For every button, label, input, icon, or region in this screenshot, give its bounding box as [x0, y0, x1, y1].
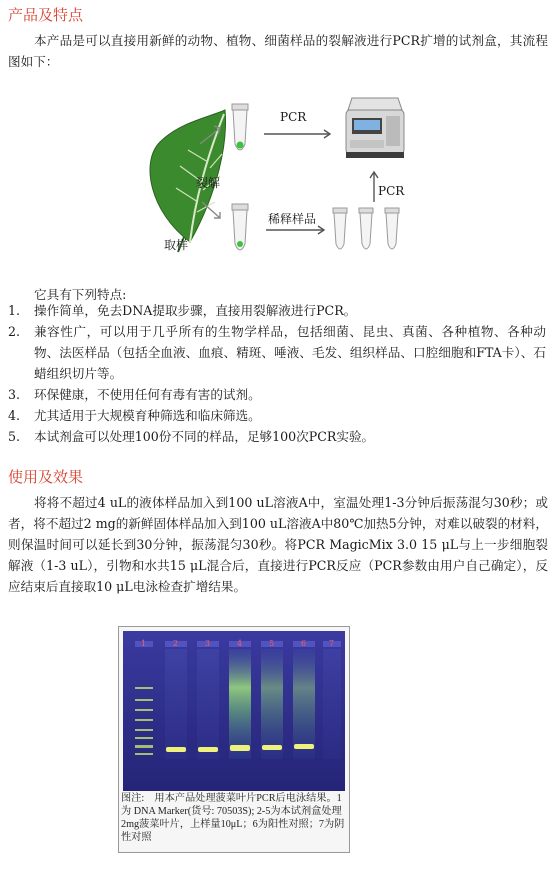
gel-caption: 图注: 用本产品处理菠菜叶片PCR后电泳结果。1为 DNA Marker(货号: 70503S); 2-5为本试剂盒处理2mg菠菜叶片，上样量10μL；6为阳性对照；7为阴性对照 — [121, 793, 345, 843]
lane-label: 4 — [237, 639, 243, 648]
lane-label: 1 — [141, 639, 147, 648]
lane-label: 3 — [205, 639, 211, 648]
pcr-machine-icon — [346, 98, 404, 158]
feature-number: 4. — [8, 408, 21, 423]
lane-label: 7 — [329, 639, 335, 648]
feature-text: 尤其适用于大规模育种筛选和临床筛选。 — [34, 408, 261, 423]
feature-text: 本试剂盒可以处理100份不同的样品，足够100次PCR实验。 — [34, 429, 375, 444]
feature-text: 操作简单，免去DNA提取步骤，直接用裂解液进行PCR。 — [34, 303, 357, 318]
section-title-usage: 使用及效果 — [8, 468, 84, 486]
tube-icon — [385, 208, 399, 249]
feature-text: 兼容性广，可以用于几乎所有的生物学样品，包括细菌、昆虫、真菌、各种植物、各种动物、法医样品（包括全血液、血痕、精斑、唾液、毛发、组织样品、口腔细胞和FTA卡）、石蜡组织切片等。 — [34, 324, 546, 381]
feature-number: 2. — [8, 324, 21, 339]
tube-icon — [359, 208, 373, 249]
usage-paragraph: 将将不超过4 uL的液体样品加入到100 uL溶液A中，室温处理1-3分钟后振荡混匀30秒；或者，将不超过2 mg的新鲜固体样品加入到100 uL溶液A中80℃加热5分钟，对难以破裂的材料，则保温时间可以延长到30分钟，振荡混匀30秒。将PCR MagicMix 3.0 15 μL与上一步细胞裂解液（1-3 uL），引物和水共15 μL混合后，直接进行PCR反应（PCR参数由用户自己确定），反应结束后直接取10 μL电泳检查扩增结果。 — [8, 495, 548, 594]
tube-icon — [232, 204, 248, 250]
flow-label-sample: 取样 — [164, 238, 189, 252]
feature-number: 5. — [8, 429, 21, 444]
feature-number: 1. — [8, 303, 21, 318]
tube-icon — [232, 104, 248, 150]
flow-label-dilute: 稀释样品 — [268, 212, 317, 226]
section-title-features: 产品及特点 — [8, 6, 84, 24]
features-lead: 它具有下列特点: — [34, 287, 127, 302]
tube-icon — [333, 208, 347, 249]
flow-label-lysis: 裂解 — [196, 176, 221, 190]
gel-electrophoresis-image — [119, 627, 349, 791]
flow-label-pcr: PCR — [280, 110, 307, 124]
feature-number: 3. — [8, 387, 21, 402]
intro-paragraph: 本产品是可以直接用新鲜的动物、植物、细菌样品的裂解液进行PCR扩增的试剂盒，其流程图如下： — [8, 33, 548, 69]
lane-label: 5 — [269, 639, 275, 648]
flow-label-pcr-up: PCR — [378, 184, 405, 198]
lane-label: 2 — [173, 639, 179, 648]
lane-label: 6 — [301, 639, 307, 648]
feature-text: 环保健康，不使用任何有毒有害的试剂。 — [34, 387, 261, 402]
